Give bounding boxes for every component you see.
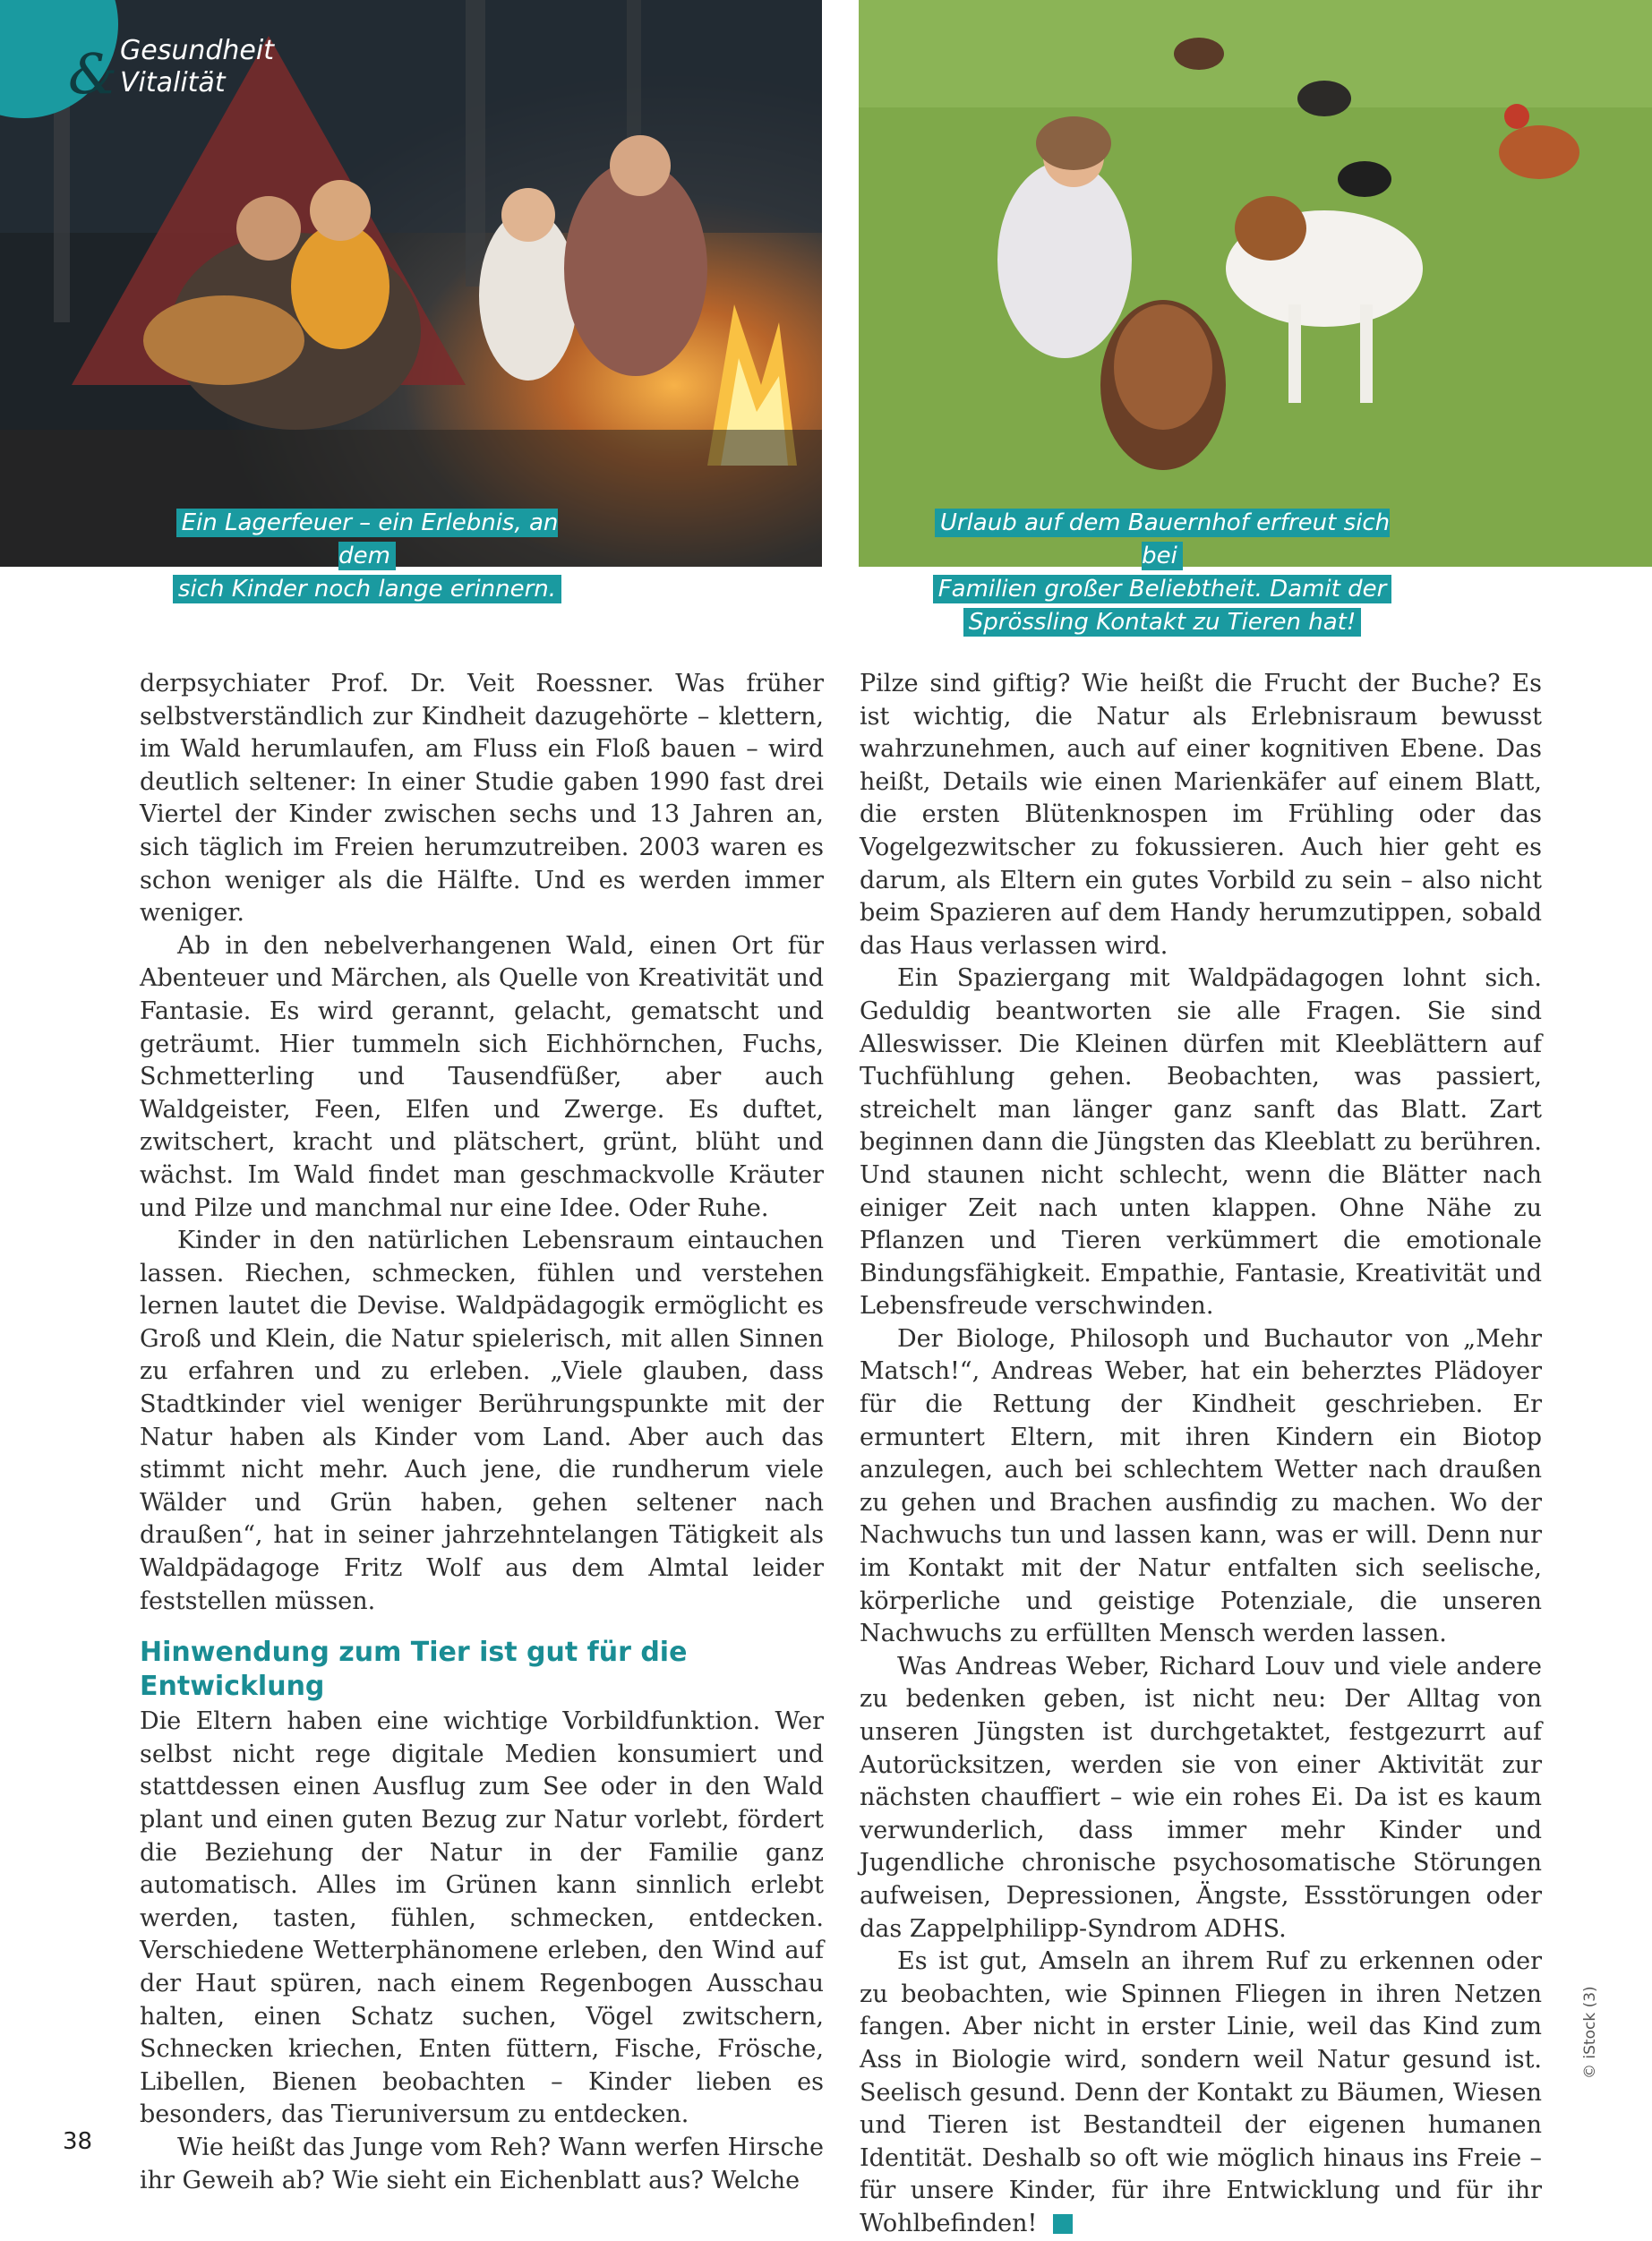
photo-credit: © iStock (3) — [1581, 1986, 1599, 2079]
farm-photo — [859, 0, 1652, 567]
category-ampersand: & — [68, 41, 118, 107]
section-subheading: Hinwendung zum Tier ist gut für die Entwicklung — [140, 1637, 688, 1703]
category-title-line2: Vitalität — [120, 67, 226, 98]
paragraph: Die Eltern haben eine wichtige Vorbildfunktion. Wer selbst nicht rege digitale Medien konsumiert und stattdessen einen Ausflug zum See oder in den Wald plant und einen guten Bezug zur Natur vorlebt, fördert die Beziehung der Natur in der Familie ganz automatisch. Alles im Grünen kann sinnlich erlebt werden, tasten, fühlen, schmecken, entdecken. Verschiedene Wetterphänomene erleben, den Wind auf der Haut spüren, nach einem Regenbogen Ausschau halten, einen Schatz suchen, Vögel zwitschern, Schnecken kriechen, Enten füttern, Fische, Frösche, Libellen, Bienen beobachten – Kinder lieben es besonders, das Tieruniversum zu entdecken. — [140, 1707, 824, 2129]
paragraph-last — [860, 1946, 1542, 2240]
paragraph: Pilze sind giftig? Wie heißt die Frucht der Buche? Es ist wichtig, die Natur als Erlebnisraum bewusst wahrzunehmen, auch auf einer kognitiven Ebene. Das heißt, Details wie einen Marienkäfer auf einem Blatt, die ersten Blütenknospen im Frühling oder das Vogelgezwitscher zu fokussieren. Auch hier geht es darum, als Eltern ein gutes Vorbild zu sein – also nicht beim Spazieren auf dem Handy herumzutippen, sobald das Haus verlassen wird. — [860, 670, 1542, 960]
paragraph: Der Biologe, Philosoph und Buchautor von „Mehr Matsch!“, Andreas Weber, hat ein beherztes Plädoyer für die Rettung der Kindheit geschrieben. Er ermuntert Eltern, mit ihren Kindern ein Biotop anzulegen, auch bei schlechtem Wetter nach draußen zu gehen und Brachen ausfindig zu machen. Wo der Nachwuchs tun und lassen kann, was er will. Denn nur im Kontakt mit der Natur entfalten sich seelische, körperliche und geistige Potenziale, die unseren Nachwuchs zu erfüllten Mensch werden lassen. — [860, 1324, 1542, 1648]
caption-line: sich Kinder noch lange erinnern. — [173, 575, 561, 603]
category-title-line1: Gesundheit — [120, 35, 274, 66]
caption-line: Ein Lagerfeuer – ein Erlebnis, an dem — [176, 509, 559, 570]
caption-line: Urlaub auf dem Bauernhof erfreut sich bei — [935, 509, 1390, 570]
paragraph: Ab in den nebelverhangenen Wald, einen Ort für Abenteuer und Märchen, als Quelle von Kreativität und Fantasie. Es wird gerannt, gelacht, gematscht und geträumt. Hier tummeln sich Eichhörnchen, Fuchs, Schmetterling und Tausendfüßer, aber auch Waldgeister, Feen, Elfen und Zwerge. Es duftet, zwitschert, kracht und plätschert, grünt, blüht und wächst. Im Wald findet man geschmackvolle Kräuter und Pilze und manchmal nur eine Idee. Oder Ruhe. — [140, 931, 824, 1222]
paragraph: Ein Spaziergang mit Waldpädagogen lohnt sich. Geduldig beantworten sie alle Fragen. Sie sind Alleswisser. Die Kleinen dürfen mit Kleeblättern auf Tuchfühlung gehen. Beobachten, was passiert, streichelt man länger ganz sanft das Blatt. Zart beginnen dann die Jüngsten das Kleeblatt zu berühren. Und staunen nicht schlecht, wenn die Blätter nach einiger Zeit nach unten klappen. Ohne Nähe zu Pflanzen und Tieren verkümmert die emotionale Bindungsfähigkeit. Empathie, Fantasie, Kreativität und Lebensfreude verschwinden. — [860, 964, 1542, 1321]
paragraph-text: Es ist gut, Amseln an ihrem Ruf zu erkennen oder zu beobachten, wie Spinnen Fliegen in ihren Netzen fangen. Aber nicht in erster Linie, weil das Kind zum Ass in Biologie wird, sondern weil Natur gesund ist. Seelisch gesund. Denn der Kontakt zu Bäumen, Wiesen und Tieren ist Bestandteil der eigenen humanen Identität. Deshalb so oft wie möglich hinaus ins Freie – für unsere Kinder, für ihre Entwicklung und für ihr Wohlbefinden! — [860, 1947, 1542, 2237]
paragraph: Kinder in den natürlichen Lebensraum eintauchen lassen. Riechen, schmecken, fühlen und verstehen lernen lautet die Devise. Waldpädagogik ermöglicht es Groß und Klein, die Natur spielerisch, mit allen Sinnen zu erfahren und zu erleben. „Viele glauben, dass Stadtkinder viel weniger Berührungspunkte mit der Natur haben als Kinder vom Land. Aber auch das stimmt nicht mehr. Auch jene, die rundherum viele Wälder und Grün haben, gehen seltener nach draußen“, hat in seiner jahrzehntelangen Tätigkeit als Waldpädagoge Fritz Wolf aus dem Almtal leider feststellen müssen. — [140, 1227, 824, 1615]
campfire-caption — [152, 507, 582, 606]
caption-line: Familien großer Beliebtheit. Damit der — [933, 575, 1392, 603]
page-number: 38 — [63, 2128, 93, 2155]
paragraph: Was Andreas Weber, Richard Louv und viele andere zu bedenken geben, ist nicht neu: Der Alltag von unseren Jüngsten ist durchgetaktet, festgezurrt auf Autorücksitzen, werden sie von einer Aktivität zur nächsten chauffiert – wie ein rohes Ei. Da ist es kaum verwunderlich, dass immer mehr Kinder und Jugendliche chronische psychosomatische Störungen aufweisen, Depressionen, Ängste, Essstörungen oder das Zappelphilipp-Syndrom ADHS. — [860, 1652, 1542, 1943]
paragraph: Wie heißt das Junge vom Reh? Wann werfen Hirsche ihr Geweih ab? Wie sieht ein Eichenblatt aus? Welche — [140, 2133, 824, 2194]
article-column-left — [140, 668, 824, 2197]
article-column-right — [860, 668, 1542, 2241]
paragraph: derpsychiater Prof. Dr. Veit Roessner. Was früher selbstverständlich zur Kindheit dazugehörte – klettern, im Wald herumlaufen, am Fluss ein Floß bauen – wird deutlich seltener: In einer Studie gaben 1990 fast drei Viertel der Kinder zwischen sechs und 13 Jahren an, sich täglich im Freien herumzutreiben. 2003 waren es schon weniger als die Hälfte. Und es werden immer weniger. — [140, 670, 824, 928]
farm-caption — [920, 507, 1404, 639]
caption-line: Sprössling Kontakt zu Tieren hat! — [963, 608, 1362, 637]
